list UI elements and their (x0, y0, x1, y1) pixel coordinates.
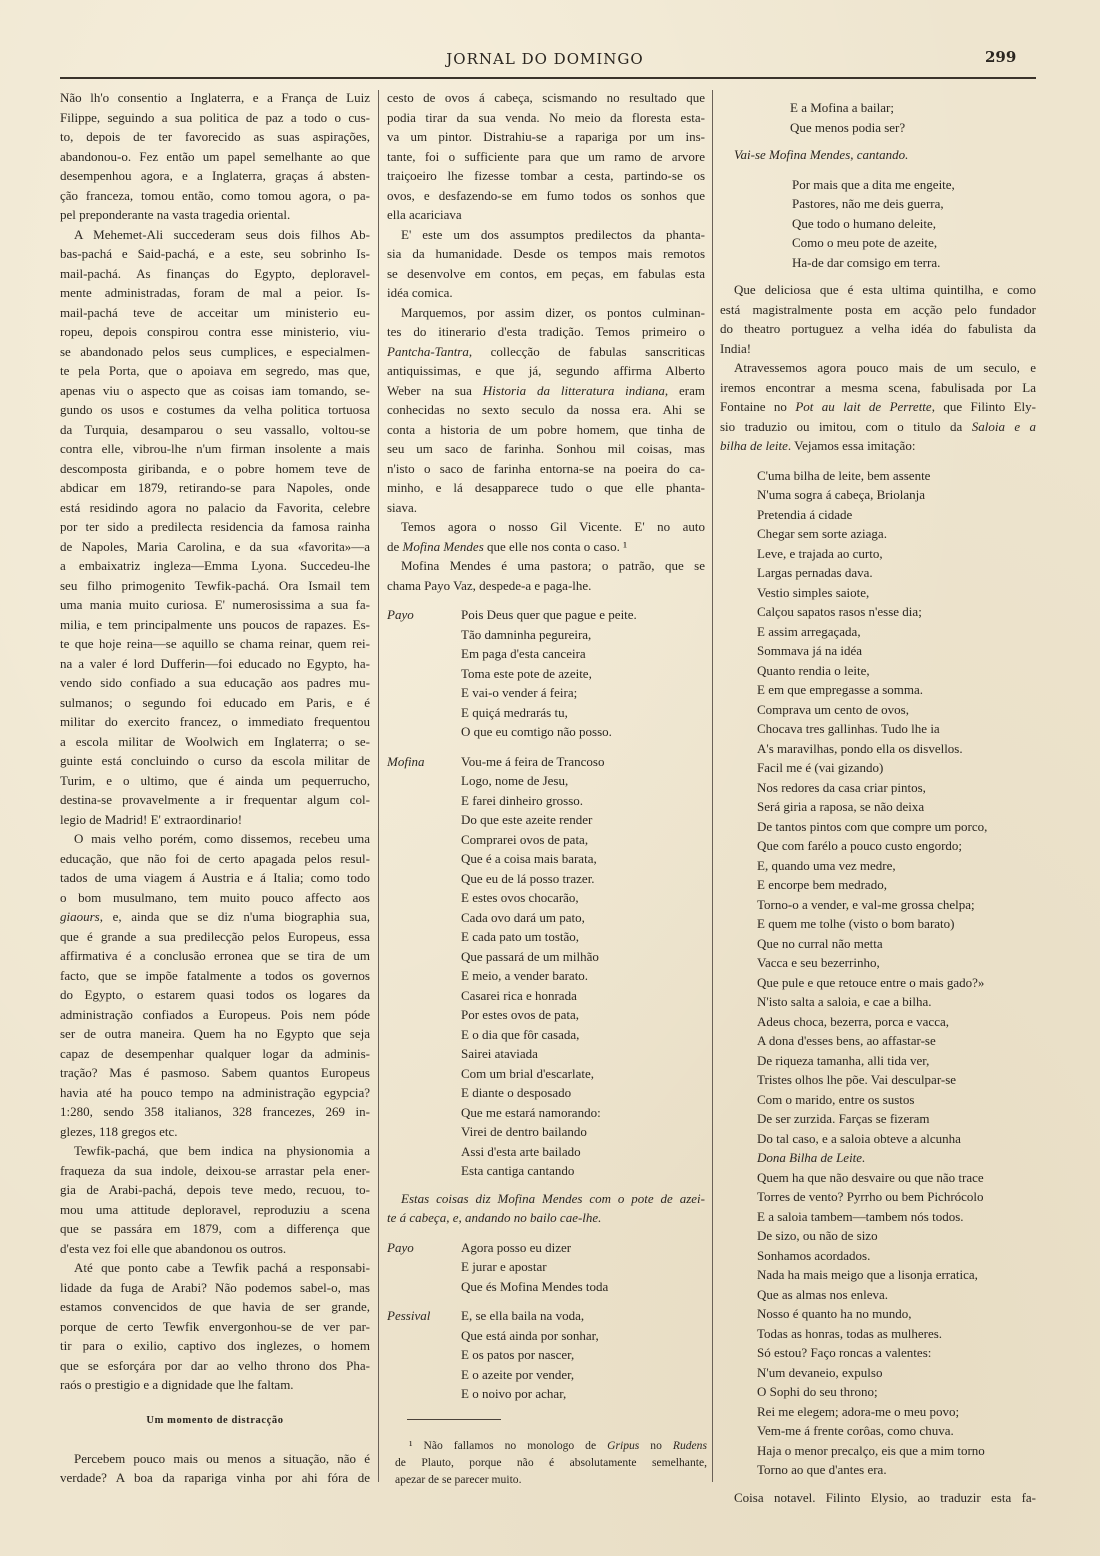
verse-line: E farei dinheiro grosso. (461, 792, 584, 808)
verse-line: Casarei rica e honrada (461, 987, 577, 1003)
verse-line: Cada ovo dará um pato, (461, 909, 585, 925)
verse-row (387, 605, 705, 742)
verse-line (757, 1148, 987, 1168)
verse-line: E vai-o vender á feira; (461, 685, 578, 700)
text-line: Vai-se Mofina Mendes, cantando. (734, 147, 909, 162)
italic-text: Gripus (607, 1439, 640, 1452)
text-line: fraqueza da sua indole, deixou-se arrastar pela ener- (60, 1162, 370, 1178)
paragraph (387, 556, 705, 595)
verse-line: Que pule e que retouce entre o mais gado?» (757, 974, 985, 990)
text-segment: , que Filinto Ely- (931, 399, 1036, 414)
verse-line: E quiçá medrarás tu, (461, 704, 568, 720)
verse-line: Torno ao que d'antes era. (757, 1462, 887, 1477)
verse-line: A's maravilhas, pondo ella os disvellos. (757, 740, 963, 756)
verse-line: Que eu de lá posso trazer. (461, 870, 595, 886)
verse-line: N'uma sogra á cabeça, Briolanja (757, 487, 926, 502)
verse-line: Nos redores da casa criar pintos, (757, 779, 926, 795)
text-line: tante, foi o sufficiente para que um ramo de arvore (387, 148, 705, 164)
text-line: ropeu, depois conspirou contra esse ministerio, viu- (60, 324, 370, 339)
column-2 (387, 88, 705, 1412)
footnote-rule (407, 1419, 501, 1420)
verse-line: Será giria a raposa, se não deixa (757, 799, 925, 814)
verse-line: Por mais que a dita me engeite, (792, 176, 955, 192)
text-line: guinte está concluindo o curso da escola militar de (60, 753, 370, 768)
text-line: da Turquia, desamparou o seu vassallo, voltou-se (60, 421, 370, 437)
verse-line: E encorpe bem medrado, (757, 877, 887, 892)
text-line: militar do exercito francez, o immediato frequentou (60, 714, 370, 729)
footnote-line (395, 1437, 707, 1454)
text-line: cesto de ovos á cabeça, scismando no resultado que (387, 90, 705, 105)
verse-line: Em paga d'esta canceira (461, 646, 586, 661)
verse-line: E quem me tolhe (visto o bom barato) (757, 916, 955, 931)
italic-text: Pantcha-Tantra (387, 343, 469, 359)
verse-line: De ser zurzida. Farças se fizeram (757, 1111, 930, 1126)
footnote-line: apezar de se parecer muito. (395, 1473, 522, 1486)
text-line: Mofina Mendes é uma pastora; o patrão, que se (401, 558, 705, 573)
text-line: conhecidas no sexto seculo da nossa era. Ahi se (387, 402, 705, 417)
verse-line: C'uma bilha de leite, bem assente (757, 467, 931, 483)
verse-line: De tantos pintos com que compre um porco, (757, 818, 988, 834)
paragraph (720, 280, 1036, 358)
verse-line: Virei de dentro bailando (461, 1124, 587, 1139)
text-line: milia, e tem principalmente uns poucos de rapazes. Es- (60, 616, 370, 632)
verse-line: Toma este pote de azeite, (461, 665, 592, 681)
text-line: n'isto o saco de farinha entorna-se na poeira do ca- (387, 460, 705, 476)
verse-line: E o azeite por vender, (461, 1366, 575, 1382)
text-line: mou uma attitude deploravel, reproduziu a scena (60, 1201, 370, 1217)
text-line: podia tirar da sua venda. No meio da floresta esta- (387, 109, 705, 125)
verse-stanza (720, 98, 1036, 137)
verse-lines (461, 1306, 599, 1404)
text-line: te que hoje reina—se aquillo se chama reinar, quem rei- (60, 636, 370, 651)
verse-line: De riqueza tamanha, alli tida ver, (757, 1052, 930, 1068)
text-line: ser de outra maneira. Quem ha no Egypto que seja (60, 1026, 370, 1041)
verse-line: Vestio simples saiote, (757, 584, 870, 600)
text-line: chama Payo Vaz, despede-a e paga-lhe. (387, 577, 592, 593)
text-line: te pela Porta, que o apoiava em segredo, mas que, (60, 363, 370, 378)
text-line: do theatro portuguez a velha idéa do fabulista da (720, 321, 1036, 336)
text-line: bas-pachá e Said-pachá, e a este, seu sobrinho Is- (60, 246, 370, 261)
verse-stanza (387, 752, 705, 1181)
verse-lines (792, 175, 955, 273)
verse-line: E a Mofina a bailar; (790, 100, 894, 115)
verse-line: E jurar e apostar (461, 1259, 547, 1274)
paragraph (60, 1258, 370, 1395)
text-line: Não lh'o consentio a Inglaterra, e a França de Luiz (60, 90, 370, 105)
paragraph (387, 88, 705, 225)
verse-row (720, 466, 1036, 1480)
paragraph (60, 1449, 370, 1488)
paragraph (60, 829, 370, 1141)
text-line: a escola militar de Woolwich em Inglaterra; o se- (60, 733, 370, 749)
verse-line: Que está ainda por sonhar, (461, 1327, 599, 1343)
text-line: legio de Madrid! E' extraordinario! (60, 811, 243, 827)
verse-line: Agora posso eu dizer (461, 1239, 572, 1255)
verse-stanza (720, 175, 1036, 273)
text-line: 1:280, sendo 358 italianos, 328 francezes, 269 in- (60, 1104, 370, 1119)
text-segment: que elle nos conta o caso. ¹ (483, 538, 628, 554)
verse-line: Todas as honras, todas as mulheres. (757, 1325, 943, 1341)
verse-line: Facil me é (vai gizando) (757, 760, 884, 775)
speaker-name (720, 98, 790, 137)
verse-line: E assim arregaçada, (757, 623, 861, 639)
paragraph (60, 88, 370, 225)
text-line: conta a historia de um pobre homem, que tinha de (387, 421, 705, 437)
verse-line: Ha-de dar comsigo em terra. (792, 254, 941, 270)
text-line: tir para o exilio, captivo dos inglezes, o homem (60, 1338, 370, 1353)
text-line: pel preponderante na vasta tragedia oriental. (60, 207, 291, 222)
text-line: Que deliciosa que é esta ultima quintilha, e como (734, 282, 1036, 297)
verse-line: Como o meu pote de azeite, (792, 235, 938, 250)
verse-line: E, se ella baila na voda, (461, 1308, 585, 1323)
text-segment: . Vejamos essa imitação: (787, 438, 916, 453)
verse-line: Comprava um cento de ovos, (757, 701, 909, 717)
verse-line: Torres de vento? Pyrrho ou bem Pichrócolo (757, 1189, 984, 1204)
text-line (720, 397, 1036, 417)
verse-line: Que é a coisa mais barata, (461, 851, 597, 866)
verse-lines (461, 605, 637, 742)
text-line: mail-pachá teve de acceitar um ministerio eu- (60, 304, 370, 320)
column-3 (720, 88, 1036, 1507)
text-line: havia até ha pouco tempo na administração egypcia? (60, 1084, 370, 1100)
text-line: E' este um dos assumptos predilectos da phanta- (401, 226, 705, 242)
section-heading: Um momento de distracção (146, 1414, 284, 1426)
text-line: Atravessemos agora pouco mais de um seculo, e (734, 360, 1036, 375)
text-segment: ¹ Não fallamos no monologo de (409, 1439, 608, 1452)
verse-line: E estes ovos chocarão, (461, 890, 579, 905)
text-line: ovos, e desfazendo-se em fumo todos os sonhos que (387, 187, 705, 203)
verse-line: Chegar sem sorte aziaga. (757, 526, 887, 541)
verse-line: Nada ha mais meigo que a lisonja erratica, (757, 1267, 978, 1282)
text-line: de Napoles, Maria Carolina, e da sua «favorita»—a (60, 538, 370, 554)
text-line: Temos agora o nosso Gil Vicente. E' no auto (401, 519, 705, 534)
text-line (387, 537, 705, 557)
verse-lines (461, 1238, 608, 1297)
text-line: capaz de desempenhar qualquer logar da adminis- (60, 1045, 370, 1061)
verse-line: Chocava tres gallinhas. Tudo lhe ia (757, 721, 940, 736)
text-line: iremos encontrar a mesma scena, fabulisada por La (720, 379, 1036, 395)
italic-text: Saloia e a (971, 418, 1036, 434)
text-line: que se esforçára por dar ao velho throno dos Pha- (60, 1357, 370, 1373)
verse-line: N'um devaneio, expulso (757, 1364, 883, 1380)
text-line: O mais velho porém, como dissemos, recebeu uma (74, 831, 370, 846)
text-line: Tewfik-pachá, que bem indica na physionomia a (74, 1143, 370, 1158)
verse-stanza (720, 466, 1036, 1480)
text-line: verdade? A boa da rapariga vinha por ahi fóra de (60, 1470, 370, 1485)
text-line: Filippe, seguindo a sua politica de paz a todo o cus- (60, 109, 370, 125)
verse-line: Que és Mofina Mendes toda (461, 1278, 609, 1294)
text-line: o bom musulmano, tem muito pouco affecto aos (60, 889, 370, 905)
italic-text: Mofina Mendes (402, 538, 484, 554)
text-line: Coisa notavel. Filinto Elysio, ao traduzir esta fa- (734, 1489, 1036, 1505)
paragraph (387, 517, 705, 556)
text-line: ella acariciava (387, 207, 462, 222)
page-number: 299 (985, 48, 1017, 66)
verse-line: E diante o desposado (461, 1085, 572, 1100)
text-line: contra elle, vibrou-lhe n'um firman insolente a mais (60, 441, 370, 456)
text-segment: , collecção de fabulas sanscriticas (468, 343, 705, 359)
verse-line: Pastores, não me deis guerra, (792, 196, 944, 211)
verse-line: Logo, nome de Jesu, (461, 773, 569, 788)
verse-stanza (387, 605, 705, 742)
verse-line: Que com farélo a pouco custo engordo; (757, 838, 963, 853)
verse-line: Do que este azeite render (461, 812, 593, 827)
verse-line: Quanto rendia o leite, (757, 662, 870, 678)
verse-line: Leve, e trajada ao curto, (757, 545, 883, 561)
text-line: que se passára em 1879, com a differença que (60, 1221, 370, 1236)
verse-line: Vem-me á frente corôas, como chuva. (757, 1423, 954, 1438)
verse-line: E o noivo por achar, (461, 1386, 567, 1401)
verse-line: Com um brial d'escarlate, (461, 1065, 595, 1081)
verse-line: E meio, a vender barato. (461, 968, 589, 983)
verse-line: Só estou? Faço roncas a valentes: (757, 1345, 932, 1360)
text-line: mente administradas, foram de mal a peior. Is- (60, 285, 370, 300)
newspaper-title: JORNAL DO DOMINGO (446, 50, 644, 68)
verse-line: Tristes olhos lhe põe. Vai desculpar-se (757, 1072, 957, 1087)
text-line: India! (720, 340, 752, 356)
footnote-line: de Plauto, porque não é absolutamente semelhante, (395, 1456, 707, 1469)
text-line: está magistralmente posta em acção pelo fundador (720, 301, 1036, 317)
text-line: vendo sido confiado a sua educação aos padres mu- (60, 675, 370, 690)
text-line: a embaixatriz ingleza—Emma Lyona. Succedeu-lhe (60, 558, 370, 573)
verse-stanza (387, 1306, 705, 1404)
text-line: destina-se provavelmente a ir frequentar algum col- (60, 792, 370, 807)
text-line: Até que ponto cabe a Tewfik pachá a responsabi- (74, 1260, 370, 1275)
footnote (395, 1437, 707, 1488)
verse-line: Largas pernadas dava. (757, 565, 873, 580)
text-line: que é grande a sua predilecção pelos Europeus, essa (60, 928, 370, 944)
speaker-name: Pessival (387, 1308, 431, 1323)
verse-lines (461, 752, 604, 1181)
text-line: seu um saco de farinha. Sonhou mil coisas, mas (387, 441, 705, 456)
paragraph (60, 1141, 370, 1258)
speaker-name: Payo (387, 607, 414, 622)
text-segment: de (387, 538, 403, 554)
italic-text: bilha de leite (720, 438, 788, 453)
italic-text: Rudens (672, 1439, 707, 1452)
text-line: se abandonado pelos seus cumplices, e especialmen- (60, 343, 370, 359)
text-line (387, 381, 705, 401)
text-line: glezes, 118 gregos etc. (60, 1123, 178, 1139)
text-line: administração confiados a Europeus. Pois nem póde (60, 1006, 370, 1022)
speaker-name (720, 175, 792, 273)
text-line: gundo os usos e costumes da velha politica tortuosa (60, 402, 370, 417)
text-line: abdicar em 1879, retirando-se para Napoles, onde (60, 480, 370, 495)
text-line: descomposta giribanda, e o pobre homem teve de (60, 460, 370, 476)
verse-line: Por estes ovos de pata, (461, 1007, 580, 1022)
text-line: d'esta vez foi elle que abandonou os outros. (60, 1240, 287, 1256)
paragraph (720, 358, 1036, 456)
verse-lines (790, 98, 905, 137)
speaker-name (720, 466, 757, 1480)
text-line: seu filho primogenito Tewfik-pachá. Ora Ismail tem (60, 577, 370, 593)
verse-line: Calçou sapatos rasos n'esse dia; (757, 604, 922, 619)
verse-lines (757, 466, 987, 1480)
text-segment: no (639, 1439, 673, 1452)
verse-line: E os patos por nascer, (461, 1347, 575, 1362)
text-line: se desenvolve em contos, em peças, em fabulas esta (387, 265, 705, 281)
italic-text: Historia da litteratura indiana (482, 382, 665, 398)
speaker-name: Mofina (387, 753, 425, 769)
verse-line: E em que empregasse a somma. (757, 682, 924, 697)
verse-line: Com o marido, entre os sustos (757, 1091, 915, 1107)
verse-line: Esta cantiga cantando (461, 1163, 575, 1178)
text-segment: Weber na sua (387, 382, 483, 398)
column-1 (60, 88, 370, 1488)
text-line: está residindo agora no palacio da Favorita, celebre (60, 499, 370, 515)
text-line: idéa comica. (387, 285, 453, 300)
text-line: desempenhou agora, e a Inglaterra, graças á absten- (60, 168, 370, 183)
stage-direction (720, 145, 1036, 165)
text-line: raós o prestigio e a dignidade que lhe faltam. (60, 1377, 294, 1392)
header-rule (60, 77, 1036, 79)
text-line (60, 907, 370, 927)
verse-line: Que menos podia ser? (790, 119, 906, 135)
verse-line: Vou-me á feira de Trancoso (461, 753, 605, 769)
verse-line: Que passará de um milhão (461, 948, 599, 964)
text-line: sia da humanidade. Desde os tempos mais remotos (387, 246, 705, 261)
text-line: Marquemos, por assim dizer, os pontos culminan- (401, 304, 705, 320)
verse-line: Nosso é quanto ha no mundo, (757, 1306, 912, 1321)
text-line: ção franceza, tomou então, como tomou agora, o pa- (60, 187, 370, 203)
text-line: sulmanos; o segundo foi educado em Paris, e é (60, 694, 370, 710)
verse-line: E cada pato um tostão, (461, 929, 580, 944)
column-rule (712, 90, 713, 1482)
text-line: por ter sido a predilecta residencia da famosa rainha (60, 519, 370, 534)
verse-line: Comprarei ovos de pata, (461, 831, 589, 847)
verse-line: Que as almas nos enleva. (757, 1286, 889, 1302)
text-line (387, 342, 705, 362)
text-segment: , eram (664, 382, 706, 398)
text-line: na a valer é lord Dufferin—foi educado no Egypto, ha- (60, 655, 370, 671)
text-line: apenas viu o aspecto que as coisas iam tomando, se- (60, 382, 370, 398)
text-line: te á cabeça, e, andando no bailo cae-lhe. (387, 1210, 602, 1225)
column-rule (378, 90, 379, 1482)
verse-line: Quem ha que não desvaire ou que não trace (757, 1169, 984, 1185)
verse-line: Haja o menor precalço, eis que a mim torno (757, 1442, 985, 1458)
verse-line: N'isto salta a saloia, e cae a bilha. (757, 994, 932, 1009)
italic-text: Dona Bilha de Leite. (757, 1150, 866, 1165)
text-line: antiquissimas, e que já, segundo affirma Alberto (387, 363, 705, 378)
text-line: educação, que não foi de certo apagada pelos resul- (60, 850, 370, 866)
verse-line: Tão damninha pegureira, (461, 626, 592, 642)
text-line: minho, e lá desapparece tudo o que elle phanta- (387, 480, 705, 495)
verse-row (720, 98, 1036, 137)
text-line: to, depois de ter favorecido as suas aspirações, (60, 129, 370, 144)
verse-line: E a saloia tambem—tambem nós todos. (757, 1208, 964, 1224)
verse-row (387, 1306, 705, 1404)
verse-line: De sizo, ou não de sizo (757, 1228, 878, 1243)
text-segment: sio traduzio ou imitou, com o titulo da (720, 418, 972, 434)
verse-line: A dona d'esses bens, ao affastar-se (757, 1033, 936, 1048)
verse-row (387, 1238, 705, 1297)
text-segment: , e, ainda que se diz n'uma biographia sua, (99, 909, 370, 924)
text-line (720, 436, 1036, 456)
verse-line: Assi d'esta arte bailado (461, 1143, 581, 1159)
verse-line: Adeus choca, bezerra, porca e vacca, (757, 1013, 949, 1029)
verse-line: Sonhamos acordados. (757, 1247, 871, 1263)
paragraph (720, 1488, 1036, 1508)
text-line: affirmativa é a conclusão erronea que se tira de um (60, 948, 370, 963)
verse-line: Que no curral não metta (757, 935, 883, 951)
text-line: gia de Arabi-pachá, depois teve medo, recuou, to- (60, 1182, 370, 1197)
text-line (720, 417, 1036, 437)
text-line: lidade da fuga de Arabi? Não podemos sabel-o, mas (60, 1279, 370, 1295)
verse-line: E, quando uma vez medre, (757, 857, 896, 873)
verse-line: O Sophi do seu throno; (757, 1384, 878, 1399)
text-line: Estas coisas diz Mofina Mendes com o pote de azei- (401, 1190, 705, 1206)
verse-row (387, 752, 705, 1181)
paragraph (387, 225, 705, 303)
verse-line: Sommava já na idéa (757, 643, 863, 658)
text-line: abandonou-o. Fez então um papel semelhante ao que (60, 148, 370, 164)
verse-line: Que todo o humano deleite, (792, 215, 937, 231)
verse-line: Pretendia á cidade (757, 506, 853, 522)
verse-line: Torno-o a vender, e val-me grossa chelpa; (757, 896, 975, 912)
text-line: uma mania muito curiosa. E' numerosissima a sua fa- (60, 597, 370, 612)
text-line: tração? Mas é pasmoso. Sabem quantos Europeus (60, 1065, 370, 1080)
text-line: do Egypto, o estarem quasi todos os logares da (60, 987, 370, 1002)
verse-line: Rei me elegem; adora-me o meu povo; (757, 1403, 960, 1419)
verse-stanza (387, 1238, 705, 1297)
text-line: traiçoeiro lhe fizesse tombar a cesta, partindo-se os (387, 168, 705, 183)
paragraph (387, 303, 705, 518)
text-line: va um pintor. Distrahiu-se a rapariga por um ins- (387, 129, 705, 144)
text-segment: Fontaine no (720, 399, 796, 414)
text-line: porque de certo Tewfik envergonhou-se de ver par- (60, 1318, 370, 1334)
verse-line: Sairei ataviada (461, 1046, 538, 1061)
italic-text: Pot au lait de Perrette (795, 399, 932, 414)
verse-line: Vacca e seu bezerrinho, (757, 955, 880, 970)
text-line: tados de uma viagem á Austria e á Italia; como todo (60, 870, 370, 885)
text-line: Turim, e o ultimo, que é ainda um pequerrucho, (60, 772, 370, 788)
text-line: tes do itinerario d'esta tradição. Temos primeiro o (387, 324, 705, 339)
verse-line: E o dia que fôr casada, (461, 1026, 580, 1042)
text-line: siava. (387, 499, 417, 515)
verse-row (720, 175, 1036, 273)
italic-text: giaours (60, 909, 100, 924)
text-line: facto, que se impõe fatalmente a todos os governos (60, 967, 370, 983)
stage-direction (387, 1189, 705, 1228)
verse-line: O que eu comtigo não posso. (461, 724, 612, 739)
paragraph (60, 225, 370, 830)
text-line: mail-pachá. As finanças do Egypto, deploravel- (60, 265, 370, 281)
speaker-name: Payo (387, 1239, 414, 1255)
verse-line: Que me estará namorando: (461, 1104, 601, 1120)
verse-line: Do tal caso, e a saloia obteve a alcunha (757, 1130, 961, 1146)
text-line: A Mehemet-Ali succederam seus dois filhos Ab- (74, 226, 370, 242)
text-line: estamos convencidos de que havia de ser grande, (60, 1299, 370, 1314)
verse-line: Pois Deus quer que pague e peite. (461, 607, 637, 622)
text-line: Percebem pouco mais ou menos a situação, não é (74, 1450, 370, 1466)
